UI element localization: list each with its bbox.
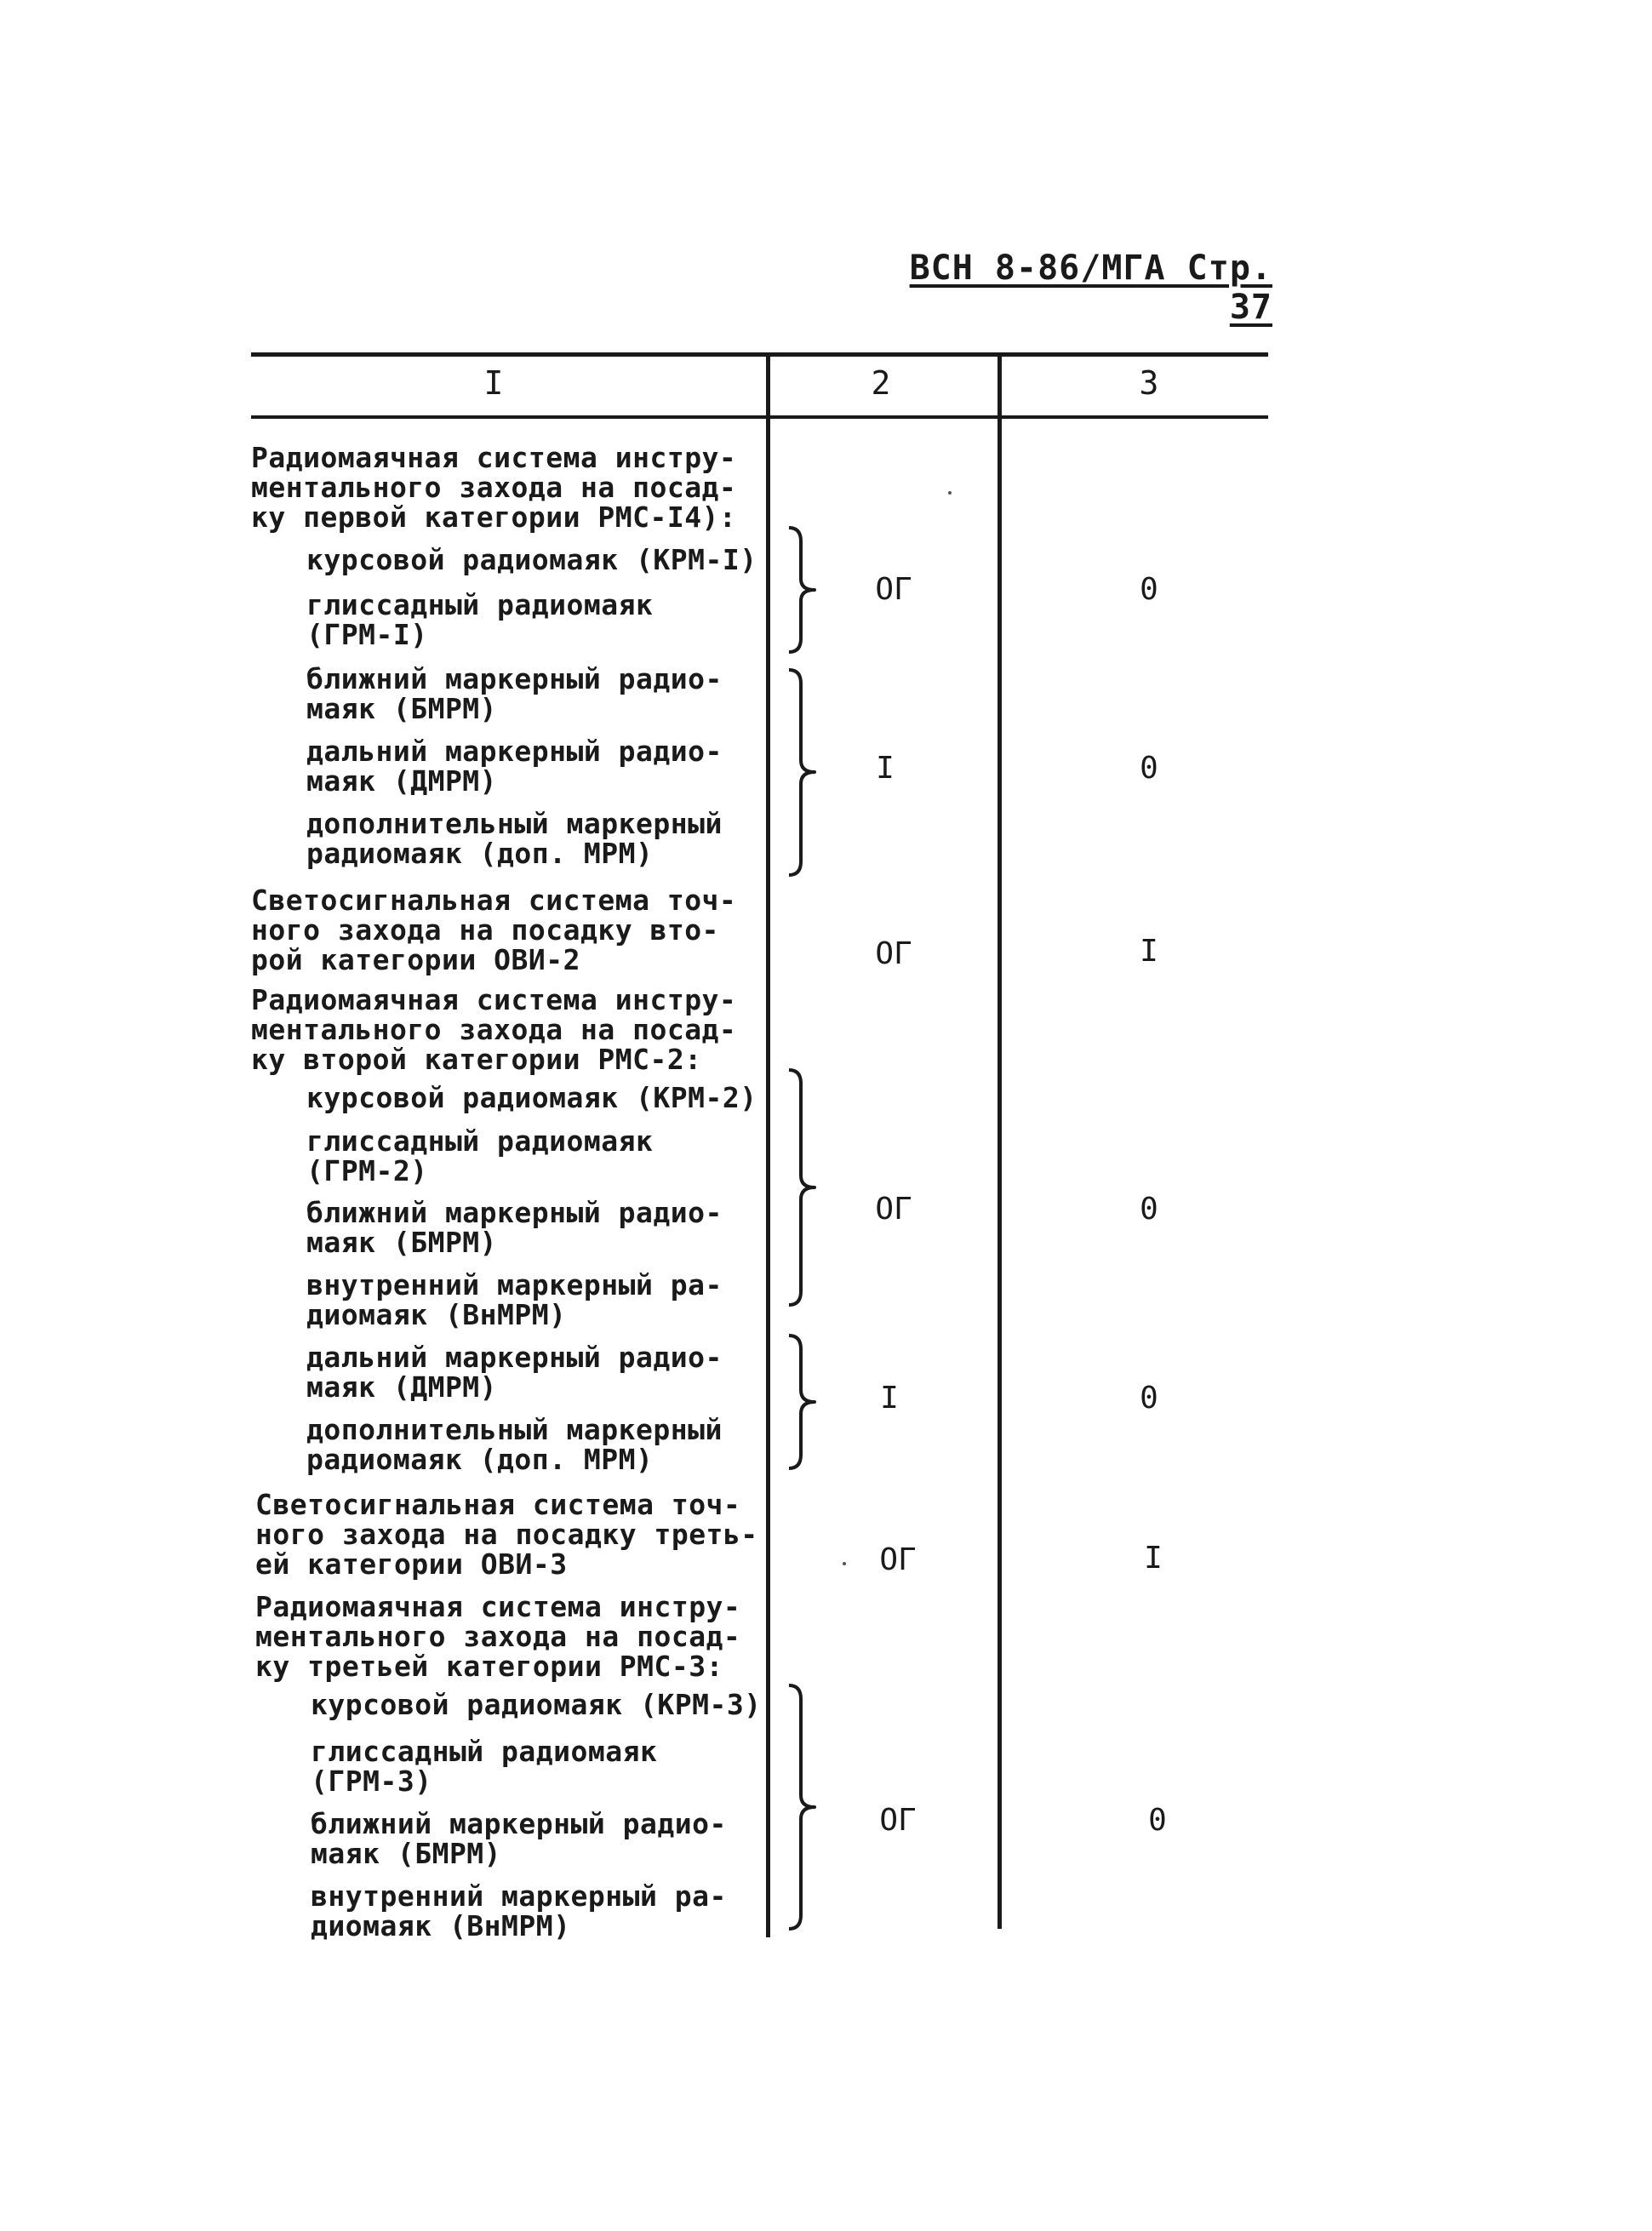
column-divider-1 — [766, 354, 770, 1937]
scan-speck — [843, 1562, 846, 1565]
row-label: Радиомаячная система инстру- ментального захода на посад- ку второй категории РМС-2: — [251, 983, 737, 1076]
table-top-rule — [251, 352, 1268, 357]
group-col2-value: I — [876, 751, 895, 786]
group-col3-value: I — [1140, 934, 1158, 969]
row-label: внутренний маркерный ра- диомаяк (ВнМРМ) — [311, 1879, 727, 1942]
group-brace — [787, 1334, 821, 1470]
table-header-rule — [251, 415, 1268, 419]
group-col2-value: ОГ — [879, 1803, 917, 1838]
group-col2-value: ОГ — [875, 936, 912, 971]
row-label: курсовой радиомаяк (КРМ-2) — [306, 1081, 757, 1114]
column-header-2: 2 — [871, 364, 891, 402]
group-brace — [787, 1068, 821, 1307]
row-label: дальний маркерный радио- маяк (ДМРМ) — [306, 735, 723, 798]
row-label: Светосигнальная система точ- ного захода на посадку вто- рой категории ОВИ-2 — [251, 884, 737, 976]
row-label: Радиомаячная система инстру- ментального захода на посад- ку первой категории РМС-I4): — [251, 441, 737, 534]
group-col3-value: 0 — [1148, 1803, 1167, 1838]
row-label: Светосигнальная система точ- ного захода на посадку треть- ей категории ОВИ-3 — [255, 1488, 758, 1581]
row-label: внутренний маркерный ра- диомаяк (ВнМРМ) — [306, 1268, 723, 1331]
scan-speck — [948, 491, 952, 495]
group-brace — [787, 668, 821, 877]
group-brace — [787, 1684, 821, 1931]
row-label: курсовой радиомаяк (КРМ-3) — [311, 1688, 762, 1721]
group-col2-value: ОГ — [879, 1542, 917, 1577]
group-col2-value: ОГ — [875, 1192, 912, 1227]
row-label: глиссадный радиомаяк (ГРМ-3) — [311, 1735, 658, 1798]
row-label: глиссадный радиомаяк (ГРМ-I) — [306, 588, 654, 651]
row-label: ближний маркерный радио- маяк (БМРМ) — [306, 662, 723, 725]
column-header-3: 3 — [1139, 364, 1159, 402]
row-label: дальний маркерный радио- маяк (ДМРМ) — [306, 1341, 723, 1404]
group-col3-value: 0 — [1140, 572, 1158, 607]
document-reference: ВСН 8-86/МГА Стр. 37 — [909, 249, 1272, 327]
group-col2-value: I — [880, 1381, 899, 1416]
column-divider-2 — [997, 354, 1002, 1929]
row-label: Радиомаячная система инстру- ментального захода на посад- ку третьей категории РМС-3: — [255, 1590, 741, 1683]
row-label: курсовой радиомаяк (КРМ-I) — [306, 543, 757, 576]
group-col2-value: ОГ — [875, 572, 912, 607]
row-label: дополнительный маркерный радиомаяк (доп. МРМ) — [306, 807, 723, 870]
row-label: ближний маркерный радио- маяк (БМРМ) — [306, 1196, 723, 1259]
row-label: ближний маркерный радио- маяк (БМРМ) — [311, 1807, 727, 1870]
group-col3-value: 0 — [1140, 1192, 1158, 1227]
group-col3-value: 0 — [1140, 751, 1158, 786]
row-label: глиссадный радиомаяк (ГРМ-2) — [306, 1124, 654, 1187]
group-col3-value: 0 — [1140, 1381, 1158, 1416]
group-col3-value: I — [1144, 1541, 1163, 1576]
row-label: дополнительный маркерный радиомаяк (доп. МРМ) — [306, 1413, 723, 1476]
group-brace — [787, 526, 821, 654]
column-header-1: I — [483, 364, 504, 402]
